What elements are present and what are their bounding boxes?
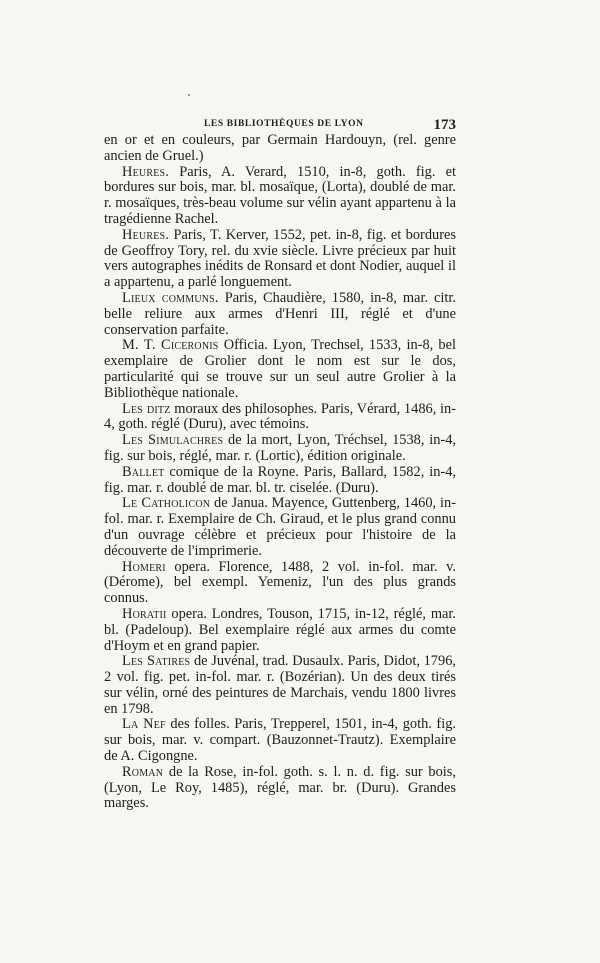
catalogue-entry: en or et en couleurs, par Germain Hardouyn, (rel. genre ancien de Gruel.) xyxy=(104,132,456,164)
catalogue-entry xyxy=(104,291,456,338)
entry-lead: Heures. xyxy=(122,163,170,180)
catalogue-entry xyxy=(104,607,456,654)
entry-lead: Les Satires xyxy=(122,653,191,670)
catalogue-text xyxy=(104,133,456,812)
entry-text: Paris, T. Kerver, 1552, pet. in-8, fig. et bordures de Geoffroy Tory, rel. du xvie siècle. Livre précieux par huit vers autographes inédits de Ronsard et dont Nodier, auquel il a appartenu, a parlé longuement. xyxy=(104,226,456,291)
entry-lead: Les ditz xyxy=(122,400,171,417)
entry-lead: Horatii xyxy=(122,605,167,622)
entry-text: Paris, A. Verard, 1510, in-8, goth. fig. et bordures sur bois, mar. bl. mosaïque, (Lorta), doublé de mar. r. mosaïques, très-beau volume sur vélin ayant appartenu à la tragédienne Rachel. xyxy=(104,163,456,227)
entry-lead: Lieux communs. xyxy=(122,289,219,306)
catalogue-entry xyxy=(104,496,456,559)
entry-lead: Ballet xyxy=(122,463,165,480)
catalogue-entry xyxy=(104,433,456,465)
ink-speck xyxy=(188,94,190,96)
entry-lead: La Nef xyxy=(122,716,166,733)
entry-text: opera. Florence, 1488, 2 vol. in-fol. mar. v. (Dérome), bel exempl. Yemeniz, l'un des plus grands connus. xyxy=(104,558,456,607)
entry-text: Paris, Chaudière, 1580, in-8, mar. citr. belle reliure aux armes d'Henri III, réglé et d'une conservation parfaite. xyxy=(104,289,456,338)
entry-lead: Roman xyxy=(122,763,164,780)
catalogue-entry xyxy=(104,165,456,228)
entry-lead: M. T. Ciceronis xyxy=(122,337,219,354)
entry-text: comique de la Royne. Paris, Ballard, 1582, in-4, fig. mar. r. doublé de mar. bl. tr. ciselée. (Duru). xyxy=(104,463,456,496)
entry-lead: Heures. xyxy=(122,226,170,243)
entry-text: de Juvénal, trad. Dusaulx. Paris, Didot, 1796, 2 vol. fig. pet. in-fol. mar. r. (Bozérian). Un des deux tirés sur vélin, orné des peintures de Marchais, vendu 1800 livres en 1798. xyxy=(104,653,456,717)
entry-text: Officia. Lyon, Trechsel, 1533, in-8, bel exemplaire de Grolier dont le nom est sur le dos, particularité qui se trouve sur un seul autre Grolier à la Bibliothèque nationale. xyxy=(104,337,456,401)
page-number: 173 xyxy=(433,117,456,133)
running-head: LES BIBLIOTHÈQUES DE LYON xyxy=(204,119,364,129)
entry-lead: Les Simulachres xyxy=(122,432,224,449)
entry-text: de la mort, Lyon, Tréchsel, 1538, in-4, fig. sur bois, réglé, mar. r. (Lortic), édition originale. xyxy=(104,432,456,464)
entry-text: de Janua. Mayence, Guttenberg, 1460, in-fol. mar. r. Exemplaire de Ch. Giraud, et le plus grand connu d'un ouvrage célèbre et précieux pour l'histoire de la découverte de l'imprimerie. xyxy=(104,495,456,559)
catalogue-entry xyxy=(104,765,456,812)
entry-text: moraux des philosophes. Paris, Vérard, 1486, in-4, goth. réglé (Duru), avec témoins. xyxy=(104,400,456,433)
catalogue-entry xyxy=(104,717,456,764)
catalogue-entry xyxy=(104,560,456,607)
entry-text: opera. Londres, Touson, 1715, in-12, réglé, mar. bl. (Padeloup). Bel exemplaire réglé aux armes du comte d'Hoym et en grand papier. xyxy=(104,605,456,654)
catalogue-entry xyxy=(104,338,456,401)
entry-lead: Homeri xyxy=(122,558,166,575)
catalogue-entry xyxy=(104,402,456,434)
catalogue-entry xyxy=(104,654,456,717)
entry-text: des folles. Paris, Trepperel, 1501, in-4, goth. fig. sur bois, mar. v. compart. (Bauzonnet-Trautz). Exemplaire de A. Cigongne. xyxy=(104,716,457,765)
entry-lead: Le Catholicon xyxy=(122,495,211,512)
entry-text: de la Rose, in-fol. goth. s. l. n. d. fig. sur bois, (Lyon, Le Roy, 1485), réglé, mar. br. (Duru). Grandes marges. xyxy=(104,763,456,812)
catalogue-entry xyxy=(104,228,456,291)
catalogue-entry xyxy=(104,465,456,497)
